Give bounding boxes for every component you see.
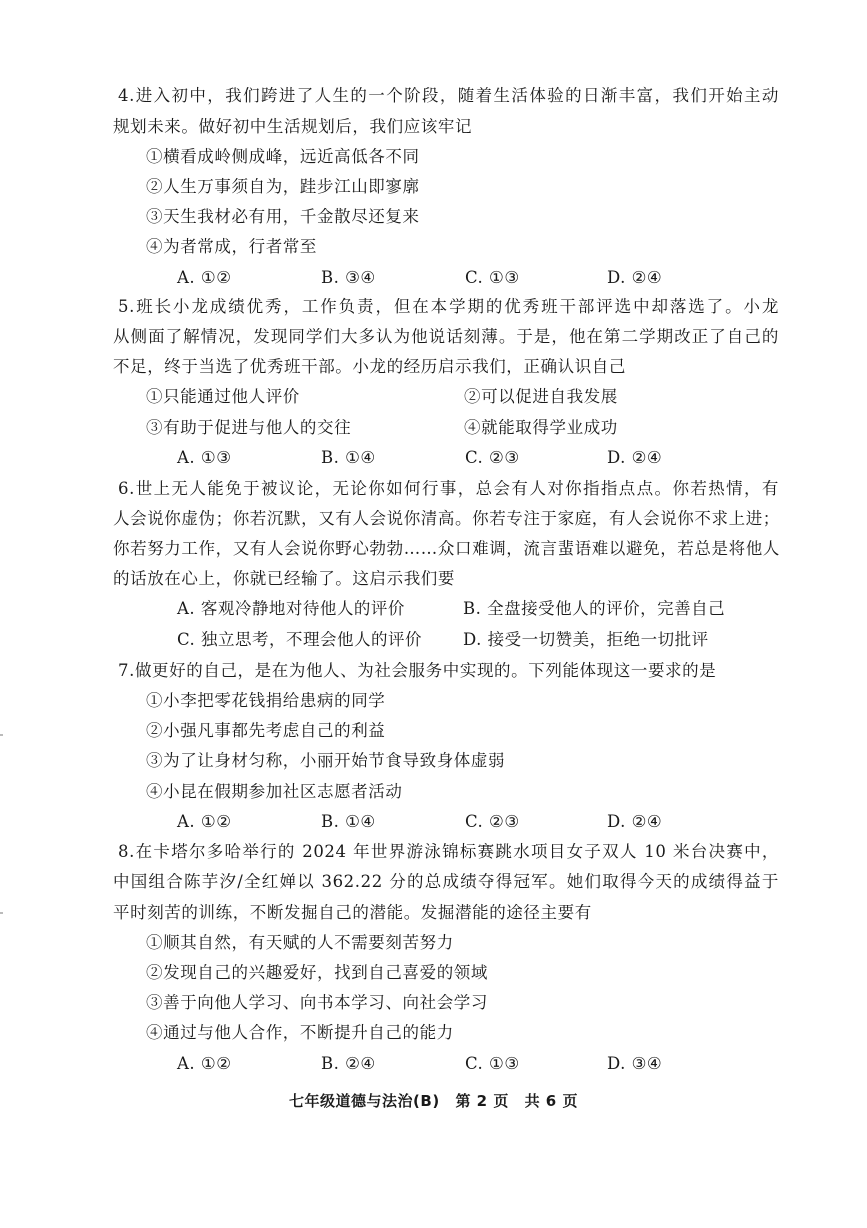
q4-stem-line-1: 4.进入初中，我们跨进了人生的一个阶段，随着生活体验的日渐丰富，我们开始主动	[118, 86, 779, 105]
q7-option-a: A. ①②	[177, 812, 232, 831]
q5-item-2: ②可以促进自我发展	[464, 387, 618, 406]
q8-stem-line-2: 中国组合陈芋汐/全红婵以 362.22 分的总成绩夺得冠军。她们取得今天的成绩得益于	[113, 872, 779, 891]
q5-item-1: ①只能通过他人评价	[146, 387, 300, 406]
q8-stem-line-3: 平时刻苦的训练，不断发掘自己的潜能。发掘潜能的途径主要有	[113, 903, 592, 922]
q5-option-b: B. ①④	[321, 448, 376, 467]
q7-item-1: ①小李把零花钱捐给患病的同学	[146, 691, 386, 710]
q8-option-c: C. ①③	[465, 1054, 520, 1073]
q7-item-2: ②小强凡事都先考虑自己的利益	[146, 721, 386, 740]
q8-item-3: ③善于向他人学习、向书本学习、向社会学习	[146, 993, 488, 1012]
q8-option-a: A. ①②	[177, 1054, 232, 1073]
q5-stem-line-2: 从侧面了解情况，发现同学们大多认为他说话刻薄。于是，他在第二学期改正了自己的	[113, 327, 779, 346]
q4-item-1: ①横看成岭侧成峰，远近高低各不同	[146, 147, 420, 166]
q8-item-4: ④通过与他人合作，不断提升自己的能力	[146, 1023, 454, 1042]
q4-option-d: D. ②④	[607, 268, 663, 287]
q6-option-c: C. 独立思考，不理会他人的评价	[177, 630, 423, 649]
footer-subject: 七年级道德与法治(B)	[289, 1092, 440, 1110]
q7-option-d: D. ②④	[607, 812, 663, 831]
footer-total-pages: 共 6 页	[524, 1092, 578, 1110]
q7-item-3: ③为了让身材匀称，小丽开始节食导致身体虚弱	[146, 751, 506, 770]
q8-option-d: D. ③④	[607, 1054, 663, 1073]
q4-option-b: B. ③④	[321, 268, 376, 287]
q6-option-d: D. 接受一切赞美，拒绝一切批评	[463, 630, 709, 649]
q5-item-3: ③有助于促进与他人的交往	[146, 418, 352, 437]
q7-option-b: B. ①④	[321, 812, 376, 831]
q6-stem-line-1: 6.世上无人能免于被议论，无论你如何行事，总会有人对你指指点点。你若热情，有	[118, 479, 779, 498]
q5-option-c: C. ②③	[465, 448, 520, 467]
q5-stem-line-1: 5.班长小龙成绩优秀，工作负责，但在本学期的优秀班干部评选中却落选了。小龙	[118, 297, 779, 316]
q6-stem-line-3: 你若努力工作，又有人会说你野心勃勃……众口难调，流言蜚语难以避免，若总是将他人	[113, 539, 780, 558]
q6-option-a: A. 客观冷静地对待他人的评价	[177, 599, 405, 618]
q6-stem-line-2: 人会说你虚伪；你若沉默，又有人会说你清高。你若专注于家庭，有人会说你不求上进；	[113, 509, 780, 528]
scan-mark	[0, 734, 3, 736]
q7-option-c: C. ②③	[465, 812, 520, 831]
q4-item-2: ②人生万事须自为，跬步江山即寥廓	[146, 177, 420, 196]
page-footer	[0, 1090, 867, 1111]
q5-stem-line-3: 不足，终于当选了优秀班干部。小龙的经历启示我们，正确认识自己	[113, 357, 626, 376]
footer-page-number: 第 2 页	[455, 1092, 509, 1110]
q4-item-3: ③天生我材必有用，千金散尽还复来	[146, 207, 420, 226]
q7-item-4: ④小昆在假期参加社区志愿者活动	[146, 782, 403, 801]
q8-stem-line-1: 8.在卡塔尔多哈举行的 2024 年世界游泳锦标赛跳水项目女子双人 10 米台决赛中，	[118, 842, 779, 861]
q8-item-2: ②发现自己的兴趣爱好，找到自己喜爱的领域	[146, 963, 488, 982]
q7-stem-line-1: 7.做更好的自己，是在为他人、为社会服务中实现的。下列能体现这一要求的是	[118, 661, 717, 680]
q8-option-b: B. ②④	[321, 1054, 376, 1073]
q5-option-a: A. ①③	[177, 448, 232, 467]
q8-item-1: ①顺其自然，有天赋的人不需要刻苦努力	[146, 933, 454, 952]
q6-option-b: B. 全盘接受他人的评价，完善自己	[463, 599, 726, 618]
q5-item-4: ④就能取得学业成功	[464, 418, 618, 437]
q4-stem-line-2: 规划未来。做好初中生活规划后，我们应该牢记	[113, 117, 473, 136]
q6-stem-line-4: 的话放在心上，你就已经输了。这启示我们要	[113, 569, 455, 588]
q4-option-c: C. ①③	[465, 268, 520, 287]
q4-item-4: ④为者常成，行者常至	[146, 237, 317, 256]
scan-mark	[0, 912, 3, 914]
q5-option-d: D. ②④	[607, 448, 663, 467]
q4-option-a: A. ①②	[177, 268, 232, 287]
